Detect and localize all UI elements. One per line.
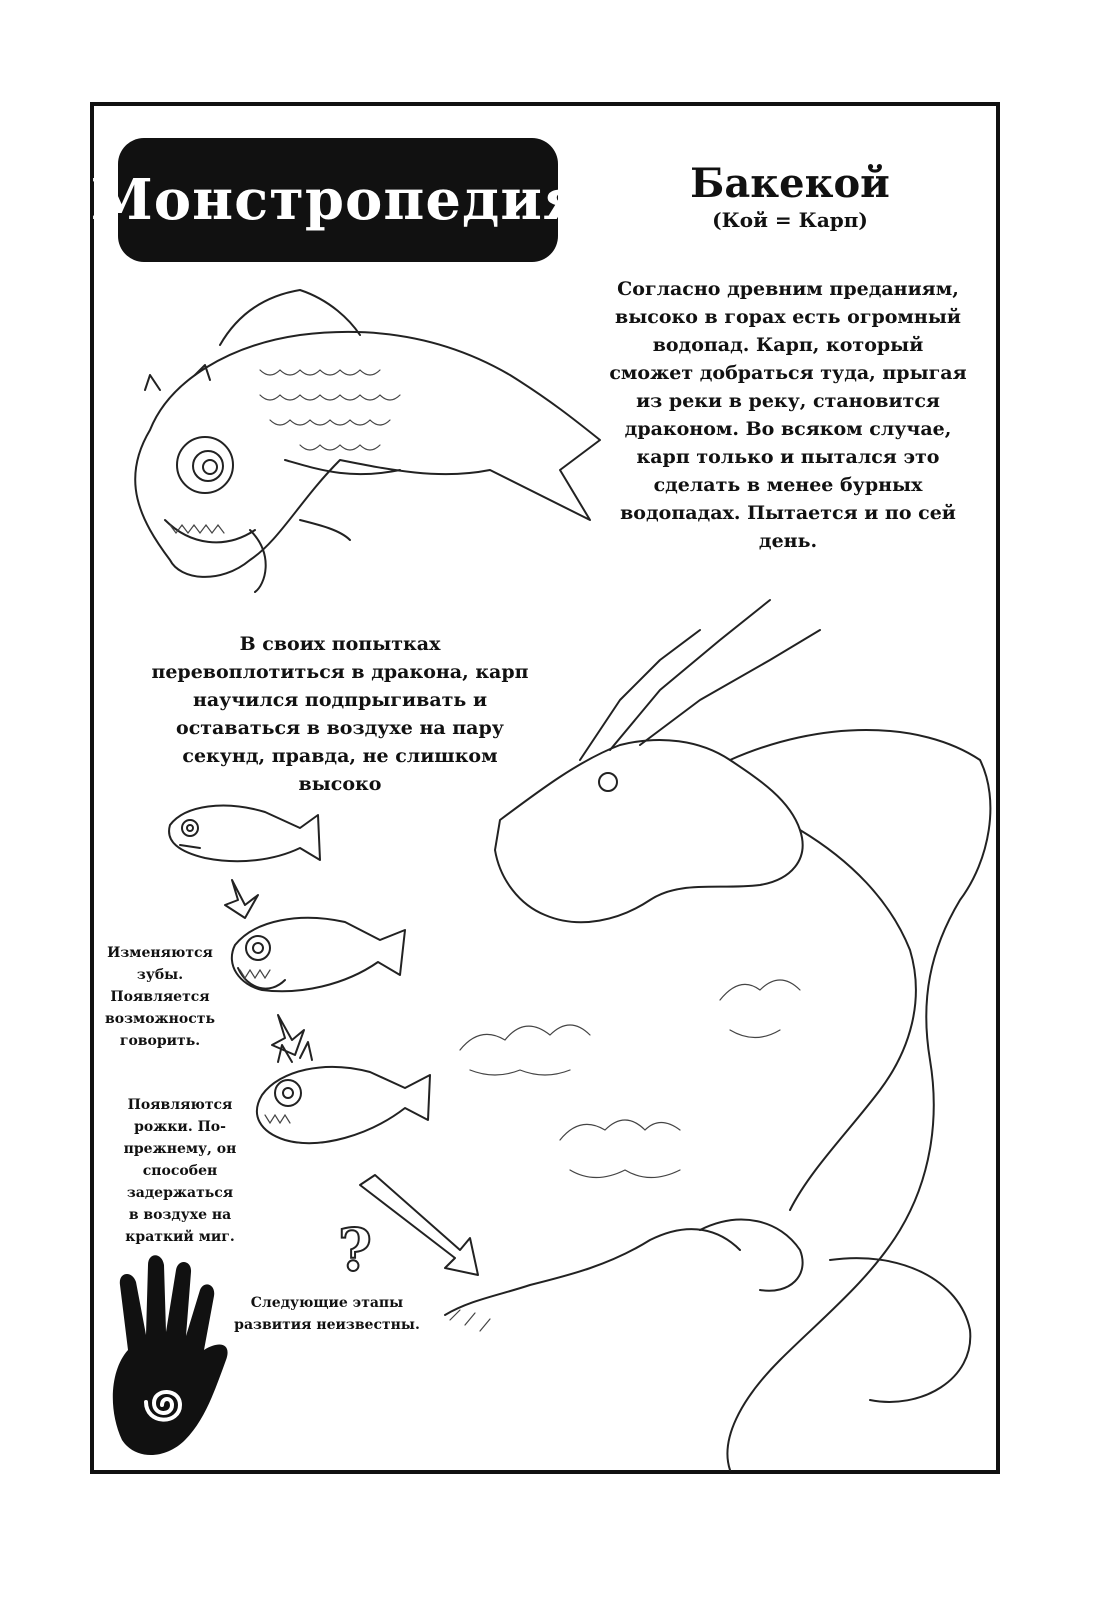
large-carp-illustration	[135, 290, 600, 592]
arrow-down-1	[225, 880, 258, 918]
stage2-caption: Появляются рожки. По-прежнему, он способен задержаться в воздухе на краткий миг.	[123, 1097, 237, 1245]
question-mark-icon: ?	[338, 1216, 372, 1284]
arrow-diagonal	[360, 1175, 478, 1275]
intro-paragraph: Согласно древним преданиям, высоко в горах есть огромный водопад. Карп, который сможет добраться туда, прыгая из реки в реку, становится драконом. Во всяком случае, карп только и пытался это сделать в менее бурных водопадах. Пытается и по сей день.	[609, 278, 967, 552]
dragon-illustration	[445, 600, 990, 1470]
hand-spiral-logo	[113, 1255, 228, 1455]
arrow-down-2	[272, 1015, 304, 1055]
page-title: Монстропедия	[90, 167, 586, 233]
small-carp-stage0	[169, 806, 320, 862]
entry-name: Бакекой	[690, 160, 890, 207]
stage3-caption: Следующие этапы развития неизвестны.	[234, 1295, 420, 1333]
carp-stage1-teeth	[232, 918, 405, 991]
entry-subtitle: (Кой = Карп)	[712, 208, 868, 232]
carp-stage2-horns	[257, 1042, 430, 1143]
stage1-caption: Изменяются зубы. Появляется возможность говорить.	[105, 945, 215, 1049]
attempts-paragraph: В своих попытках перевоплотиться в дракона, карп научился подпрыгивать и оставаться в воздухе на пару секунд, правда, не слишком высоко	[151, 633, 529, 795]
